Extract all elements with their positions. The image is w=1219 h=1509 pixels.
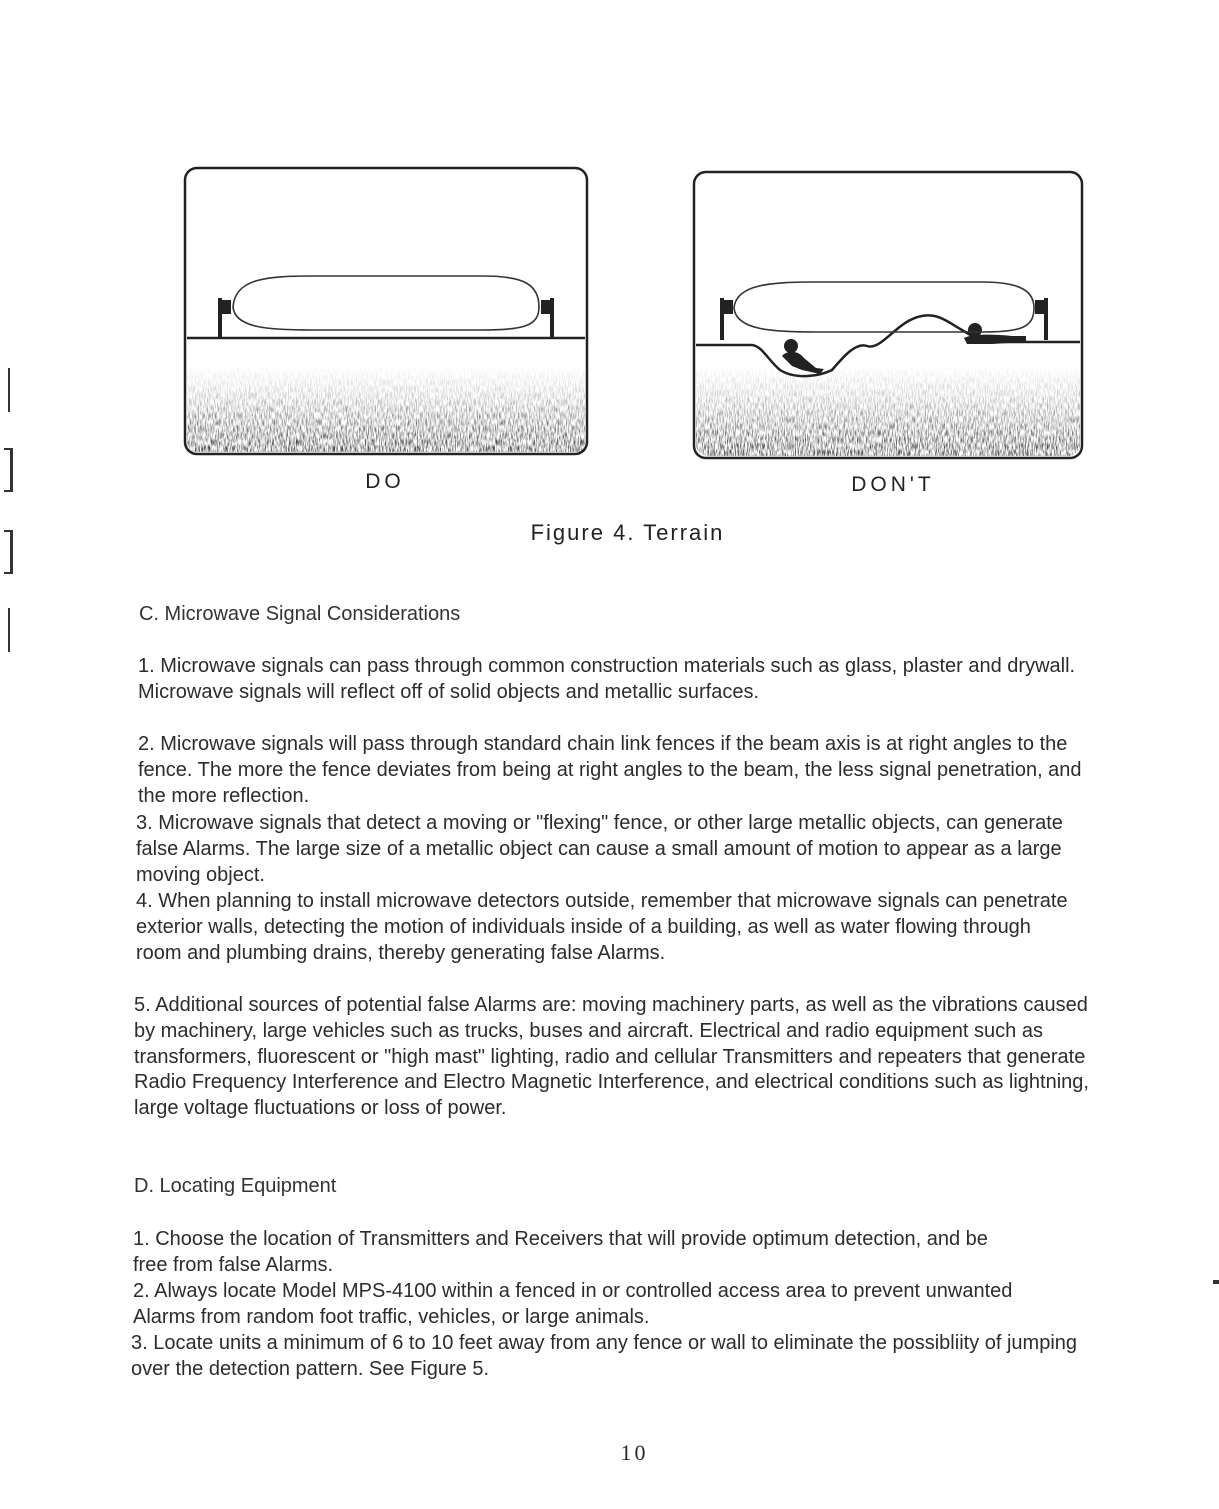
section-d-item-2: 2. Always locate Model MPS-4100 within a fenced in or controlled access area to prevent unwanted Alarms from random foot traffic, vehicles, or large animals. <box>133 1280 1013 1328</box>
figure-panel-do <box>183 166 589 458</box>
section-c-item-5: 5. Additional sources of potential false Alarms are: moving machinery parts, as well as the vibrations caused by machinery, large vehicles such as trucks, buses and aircraft. Electrical and radio equipment such as transformers, fluorescent or "high mast" lighting, radio and cellular Transmitters and repeaters that generate Radio Frequency Interference and Electro Magnetic Interference, and electrical conditions such as lightning, large voltage fluctuations or loss of power. <box>134 994 1089 1120</box>
scan-mark <box>8 368 10 412</box>
scan-mark <box>1213 1280 1219 1284</box>
scan-mark <box>8 608 10 652</box>
section-c-item-1: 1. Microwave signals can pass through common construction materials such as glass, plaster and drywall. Microwave signals will reflect off of solid objects and metallic surfaces. <box>138 655 1076 703</box>
figure-caption: Figure 4. Terrain <box>530 520 725 545</box>
soil-texture <box>187 366 585 452</box>
panel-label-do: DO <box>365 470 405 493</box>
section-heading-c: C. Microwave Signal Considerations <box>139 603 461 625</box>
section-d-item-1: 1. Choose the location of Transmitters and Receivers that will provide optimum detection, and be free from false Alarms. <box>133 1228 988 1276</box>
panel-label-dont: DON'T <box>851 473 935 496</box>
section-c-item-2: 2. Microwave signals will pass through standard chain link fences if the beam axis is at right angles to the fence. The more the fence deviates from being at right angles to the beam, the less signal penetration, and the more reflection. <box>138 733 1082 807</box>
soil-texture <box>696 365 1080 457</box>
section-d-item-3: 3. Locate units a minimum of 6 to 10 feet away from any fence or wall to eliminate the possibliity of jumping over the detection pattern. See Figure 5. <box>131 1332 1078 1380</box>
figure-panel-dont <box>692 170 1084 462</box>
section-heading-d: D. Locating Equipment <box>134 1175 337 1197</box>
section-c-item-3: 3. Microwave signals that detect a moving or "flexing" fence, or other large metallic objects, can generate false Alarms. The large size of a metallic object can cause a small amount of motion to appear as a large moving object. <box>136 812 1063 886</box>
scan-bracket <box>4 448 13 492</box>
page-number: 10 <box>620 1440 649 1465</box>
section-c-item-4: 4. When planning to install microwave detectors outside, remember that microwave signals can penetrate exterior walls, detecting the motion of individuals inside of a building, as well as water flowing through room and plumbing drains, thereby generating false Alarms. <box>136 890 1068 964</box>
